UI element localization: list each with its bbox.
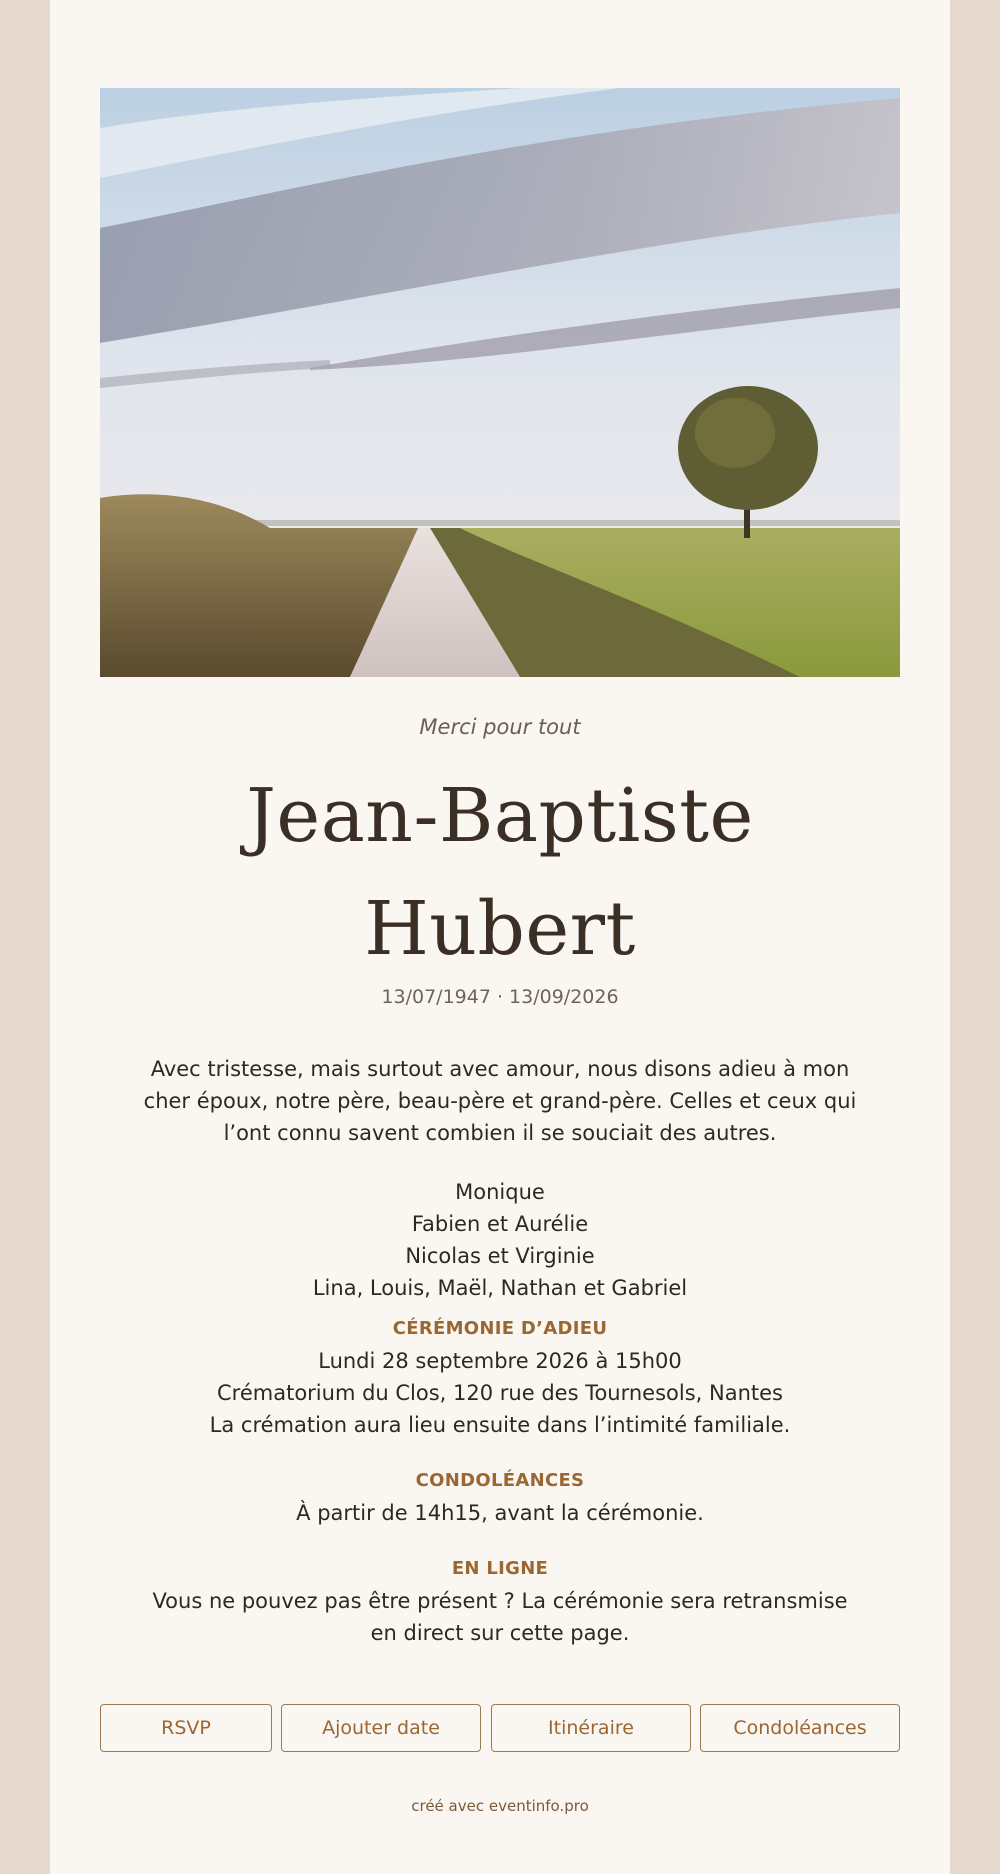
- hero-landscape-image: [100, 88, 900, 677]
- family-member: Fabien et Aurélie: [411, 1212, 589, 1236]
- ceremony-date: Lundi 28 septembre 2026 à 15h00: [318, 1349, 682, 1373]
- condolences-title: CONDOLÉANCES: [415, 1470, 585, 1491]
- online-title: EN LIGNE: [451, 1558, 549, 1579]
- family-member: Lina, Louis, Maël, Nathan et Gabriel: [312, 1276, 688, 1300]
- condolences-button[interactable]: Condoléances: [700, 1704, 900, 1752]
- condolences-text: À partir de 14h15, avant la cérémonie.: [296, 1501, 704, 1525]
- footer-credit-link[interactable]: créé avec eventinfo.pro: [411, 1797, 589, 1815]
- ceremony-details: [50, 1345, 950, 1441]
- deceased-first-name: Jean-Baptiste: [246, 773, 754, 859]
- deceased-last-name: Hubert: [364, 886, 636, 972]
- memorial-card: [50, 0, 950, 1874]
- memorial-message: Avec tristesse, mais surtout avec amour, nous disons adieu à mon cher époux, notre père, beau-père et grand-père. Celles et ceux qui l’ont connu savent combien il se souciait des autres.: [143, 1057, 857, 1145]
- itinerary-button[interactable]: Itinéraire: [491, 1704, 691, 1752]
- online-text: Vous ne pouvez pas être présent ? La cérémonie sera retransmise en direct sur cette page.: [152, 1589, 848, 1645]
- life-dates: 13/07/1947 · 13/09/2026: [381, 986, 619, 1008]
- family-member: Monique: [455, 1180, 545, 1204]
- add-date-button[interactable]: Ajouter date: [281, 1704, 481, 1752]
- family-member: Nicolas et Virginie: [405, 1244, 595, 1268]
- tagline: Merci pour tout: [419, 715, 581, 739]
- rsvp-button[interactable]: RSVP: [100, 1704, 272, 1752]
- ceremony-location: Crématorium du Clos, 120 rue des Tournesols, Nantes: [217, 1381, 783, 1405]
- family-list: [50, 1176, 950, 1304]
- ceremony-note: La crémation aura lieu ensuite dans l’intimité familiale.: [209, 1413, 791, 1437]
- ceremony-title: CÉRÉMONIE D’ADIEU: [392, 1318, 608, 1339]
- action-buttons: [100, 1704, 900, 1752]
